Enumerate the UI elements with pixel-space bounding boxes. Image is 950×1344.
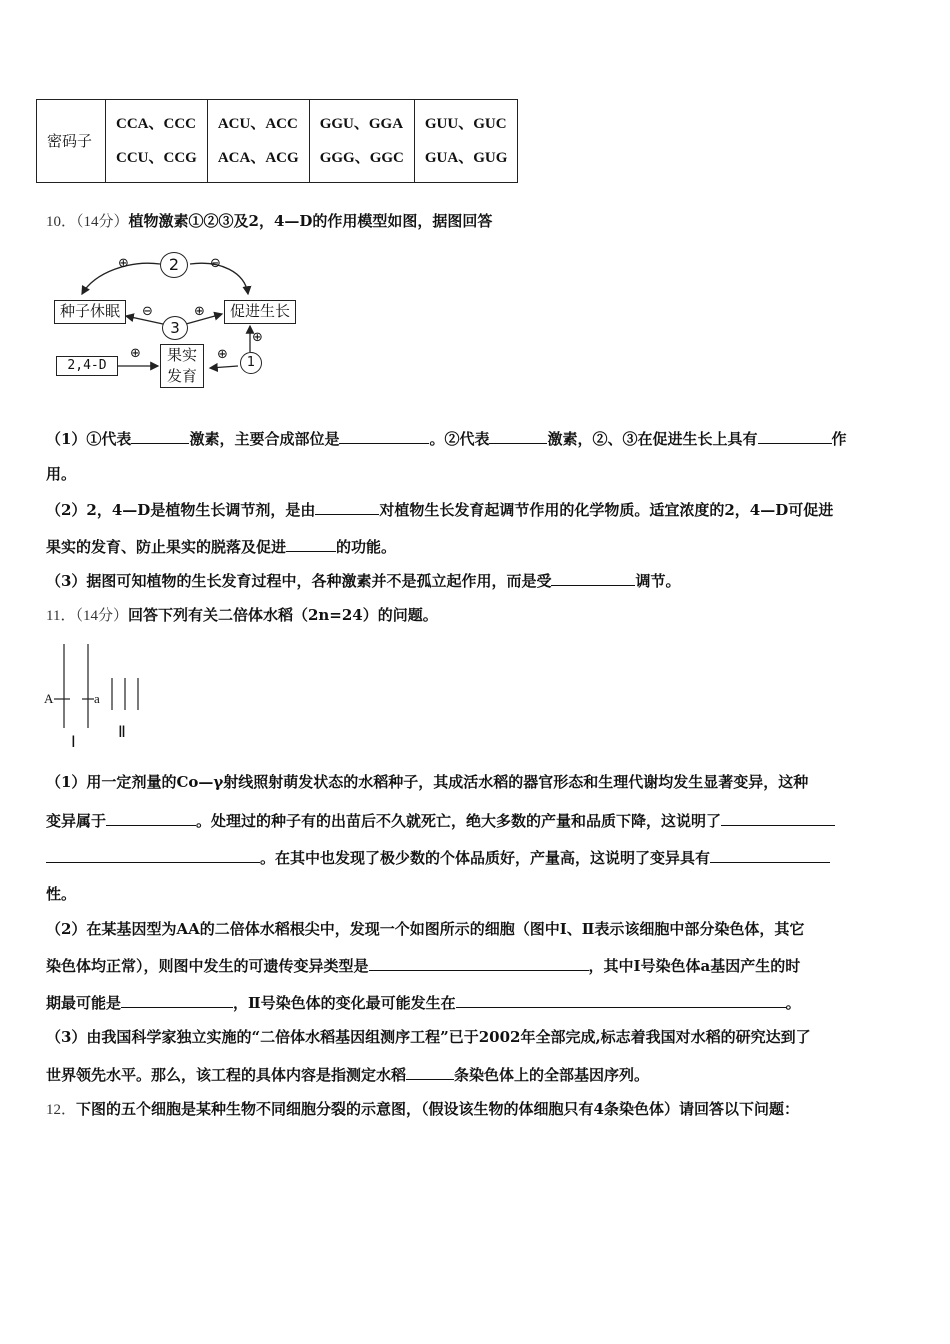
- fruit-label-line2: 发育: [166, 367, 197, 385]
- answer-blank[interactable]: [721, 810, 835, 826]
- answer-blank[interactable]: [315, 499, 379, 515]
- q10-p3-line1: [46, 570, 680, 591]
- q11-p2-line2: [46, 955, 800, 976]
- text: 染色体均正常），则图中发生的可遗传变异类型是: [46, 957, 369, 975]
- answer-blank[interactable]: [46, 847, 260, 863]
- q11-heading: [46, 604, 438, 625]
- text: （2）2，4—D是植物生长调节剂，是由: [46, 501, 316, 519]
- d24-label: 2,4-D: [67, 358, 107, 373]
- answer-blank[interactable]: [131, 428, 189, 444]
- seed-dormancy-label: 种子休眠: [59, 302, 120, 320]
- codon-text: CCA、CCC: [116, 116, 196, 132]
- q11-p2-line1: [46, 919, 804, 939]
- q12-heading: [46, 1098, 799, 1119]
- q11-p1-line3: [46, 847, 830, 868]
- text: 条染色体上的全部基因序列。: [454, 1066, 650, 1084]
- plus-sign-icon: ⊕: [194, 304, 205, 319]
- answer-blank[interactable]: [286, 536, 336, 552]
- text: 的功能。: [336, 538, 397, 556]
- text: 作: [831, 430, 847, 448]
- chromosome-diagram: [40, 640, 160, 755]
- plus-sign-icon: ⊕: [130, 346, 141, 361]
- answer-blank[interactable]: [339, 428, 429, 444]
- text: 。②代表: [429, 430, 490, 448]
- hormone-1-label: 1: [246, 355, 256, 370]
- q10-p2-line2: [46, 536, 396, 557]
- codon-text: CCU、CCG: [116, 150, 197, 166]
- text: （1）①代表: [46, 430, 132, 448]
- answer-blank[interactable]: [106, 810, 196, 826]
- promote-growth-box: [224, 300, 296, 324]
- hormone-2-circle: [160, 252, 188, 278]
- text: ，其中Ⅰ号染色体a基因产生的时: [588, 957, 801, 975]
- minus-sign-icon: ⊖: [142, 304, 153, 319]
- text: 激素，主要合成部位是: [189, 430, 340, 448]
- codon-cell: [414, 100, 518, 183]
- q11-p3-line2: [46, 1064, 649, 1085]
- q10-number: 10．（14分）: [46, 214, 129, 230]
- q10-p1-line2: [46, 464, 76, 484]
- codon-text: ACA、ACG: [217, 150, 299, 166]
- codon-text: GUA、GUG: [424, 150, 508, 166]
- chromosome-lines: [40, 640, 160, 755]
- answer-blank[interactable]: [758, 428, 832, 444]
- answer-blank[interactable]: [489, 428, 547, 444]
- q12-text: 下图的五个细胞是某种生物不同细胞分裂的示意图，（假设该生物的体细胞只有4条染色体）请回答以下问题：: [76, 1100, 799, 1118]
- q10-p1-line1: [46, 428, 847, 449]
- gene-a-label: a: [94, 691, 100, 706]
- minus-sign-icon: ⊖: [210, 256, 221, 271]
- seed-dormancy-box: [54, 300, 126, 324]
- text: （3）由我国科学家独立实施的“二倍体水稻基因组测序工程”已于2002年全部完成,标志着我国对水稻的研究达到了: [46, 1028, 811, 1046]
- text: 变异属于: [46, 812, 107, 830]
- plus-sign-icon: ⊕: [252, 330, 263, 345]
- q10-heading: [46, 210, 492, 231]
- d24-box: [56, 356, 118, 376]
- text: 。在其中也发现了极少数的个体品质好，产量高，这说明了变异具有: [260, 849, 711, 867]
- answer-blank[interactable]: [710, 847, 830, 863]
- chromosome-I-label: Ⅰ: [71, 734, 76, 751]
- codon-cell: [207, 100, 309, 183]
- codon-table-header: 密码子: [37, 100, 106, 183]
- text: （2）在某基因型为AA的二倍体水稻根尖中，发现一个如图所示的细胞（图中Ⅰ、Ⅱ表示该细胞中部分染色体，其它: [46, 920, 805, 938]
- text: 对植物生长发育起调节作用的化学物质。适宜浓度的2，4—D可促进: [379, 501, 834, 519]
- plus-sign-icon: ⊕: [217, 347, 228, 362]
- answer-blank[interactable]: [121, 992, 233, 1008]
- q11-number: 11．（14分）: [46, 608, 128, 624]
- codon-cell: [309, 100, 414, 183]
- codon-table: [36, 99, 518, 183]
- q11-title: 回答下列有关二倍体水稻（2n=24）的问题。: [127, 606, 438, 624]
- q10-p2-line1: [46, 499, 833, 520]
- text: 激素，②、③在促进生长上具有: [547, 430, 758, 448]
- answer-blank[interactable]: [551, 570, 635, 586]
- plus-sign-icon: ⊕: [118, 256, 129, 271]
- text: 世界领先水平。那么，该工程的具体内容是指测定水稻: [46, 1066, 407, 1084]
- arrow-1-to-fruit: [210, 366, 238, 368]
- text: 。: [785, 994, 801, 1012]
- answer-blank[interactable]: [456, 992, 786, 1008]
- text: （1）用一定剂量的Co—γ射线照射萌发状态的水稻种子，其成活水稻的器官形态和生理代谢均发生显著变异，这种: [46, 773, 809, 791]
- q11-p1-line4: [46, 884, 76, 904]
- q11-p1-line2: [46, 810, 835, 831]
- text: 果实的发育、防止果实的脱落及促进: [46, 538, 287, 556]
- text: 性。: [46, 885, 77, 903]
- answer-blank[interactable]: [369, 955, 589, 971]
- codon-cell: [106, 100, 208, 183]
- text: ，Ⅱ号染色体的变化最可能发生在: [233, 994, 456, 1012]
- chromosome-II-label: Ⅱ: [118, 724, 126, 741]
- q11-p3-line1: [46, 1027, 811, 1047]
- hormone-3-label: 3: [170, 319, 180, 337]
- hormone-2-label: 2: [168, 255, 180, 274]
- fruit-label-line1: 果实: [166, 346, 197, 364]
- q11-p1-line1: [46, 772, 808, 792]
- text: 用。: [46, 465, 77, 483]
- text: 期最可能是: [46, 994, 122, 1012]
- codon-text: GGG、GGC: [319, 150, 404, 166]
- hormone-diagram: [50, 250, 300, 395]
- text: 。处理过的种子有的出苗后不久就死亡，绝大多数的产量和品质下降，这说明了: [196, 812, 722, 830]
- gene-A-label: A: [44, 691, 54, 706]
- hormone-1-circle: [240, 352, 262, 374]
- answer-blank[interactable]: [406, 1064, 454, 1080]
- text: 调节。: [635, 572, 681, 590]
- text: （3）据图可知植物的生长发育过程中，各种激素并不是孤立起作用，而是受: [46, 572, 552, 590]
- q12-number: 12．: [46, 1102, 77, 1118]
- codon-text: GGU、GGA: [319, 116, 404, 132]
- codon-text: ACU、ACC: [217, 116, 298, 132]
- q11-p2-line3: [46, 992, 801, 1013]
- hormone-3-circle: [162, 316, 188, 340]
- fruit-development-box: [160, 344, 204, 388]
- codon-text: GUU、GUC: [424, 116, 507, 132]
- q10-title: 植物激素①②③及2，4—D的作用模型如图，据图回答: [128, 212, 493, 230]
- promote-growth-label: 促进生长: [229, 302, 290, 320]
